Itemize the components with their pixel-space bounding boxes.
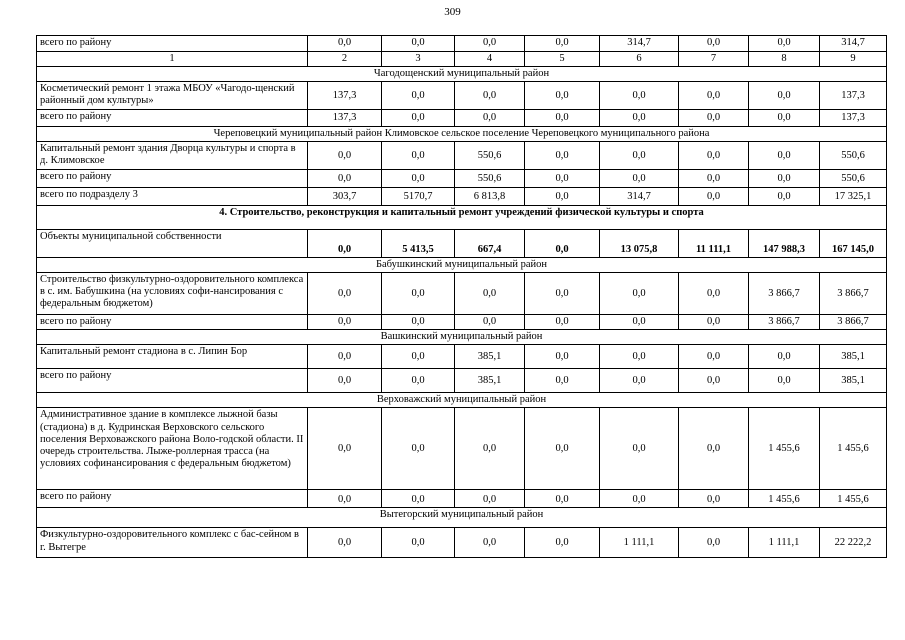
value-cell: 385,1 (455, 345, 525, 369)
value-cell: 137,3 (308, 82, 382, 110)
value-cell: 0,0 (600, 315, 679, 330)
table-row (37, 528, 887, 558)
section-title: Череповецкий муниципальный район Климовское сельское поселение Череповецкого муниципального района (37, 127, 887, 142)
value-cell: 17 325,1 (820, 188, 887, 206)
table-row (37, 170, 887, 188)
value-cell: 0,0 (455, 528, 525, 558)
row-label: 1 (37, 52, 308, 67)
value-cell: 550,6 (455, 142, 525, 170)
row-label: Капитальный ремонт стадиона в с. Липин Бор (37, 345, 308, 369)
value-cell: 0,0 (600, 273, 679, 315)
value-cell: 0,0 (455, 408, 525, 490)
value-cell: 0,0 (382, 528, 455, 558)
page-number: 309 (444, 6, 461, 18)
value-cell: 0,0 (679, 82, 749, 110)
value-cell: 3 866,7 (820, 315, 887, 330)
value-cell: 137,3 (820, 82, 887, 110)
value-cell: 0,0 (600, 369, 679, 393)
value-cell: 0,0 (749, 82, 820, 110)
value-cell: 0,0 (679, 490, 749, 508)
table-section-row (37, 258, 887, 273)
value-cell: 0,0 (679, 408, 749, 490)
value-cell: 0,0 (455, 490, 525, 508)
value-cell: 0,0 (382, 369, 455, 393)
value-cell: 0,0 (679, 528, 749, 558)
value-cell: 1 111,1 (749, 528, 820, 558)
value-cell: 0,0 (308, 528, 382, 558)
value-cell: 6 (600, 52, 679, 67)
row-label: всего по району (37, 315, 308, 330)
value-cell: 0,0 (679, 110, 749, 127)
value-cell: 0,0 (679, 36, 749, 52)
value-cell: 0,0 (308, 369, 382, 393)
table-section-row (37, 393, 887, 408)
value-cell: 0,0 (525, 230, 600, 258)
value-cell: 1 455,6 (820, 408, 887, 490)
value-cell: 0,0 (382, 142, 455, 170)
row-label: Административное здание в комплексе лыжной базы (стадиона) в д. Кудринская Верховского сельского поселения Верховажского района Воло-годской области. II очередь строительства. Лыже-роллерная трасса (на условиях софинансирования с федеральным бюджетом) (37, 408, 308, 490)
value-cell: 13 075,8 (600, 230, 679, 258)
value-cell: 314,7 (600, 188, 679, 206)
value-cell: 0,0 (525, 142, 600, 170)
value-cell: 0,0 (455, 315, 525, 330)
value-cell: 0,0 (679, 315, 749, 330)
value-cell: 22 222,2 (820, 528, 887, 558)
value-cell: 0,0 (308, 273, 382, 315)
value-cell: 314,7 (600, 36, 679, 52)
value-cell: 0,0 (308, 345, 382, 369)
value-cell: 0,0 (382, 345, 455, 369)
value-cell: 303,7 (308, 188, 382, 206)
value-cell: 385,1 (455, 369, 525, 393)
value-cell: 3 866,7 (820, 273, 887, 315)
value-cell: 0,0 (308, 36, 382, 52)
table-row (37, 142, 887, 170)
value-cell: 0,0 (525, 170, 600, 188)
table-row (37, 36, 887, 52)
table-row (37, 230, 887, 258)
table-section-row (37, 206, 887, 230)
value-cell: 1 455,6 (820, 490, 887, 508)
section-title: Чагодощенский муниципальный район (37, 67, 887, 82)
row-label: всего по району (37, 490, 308, 508)
section-title: Вытегорский муниципальный район (37, 508, 887, 528)
value-cell: 314,7 (820, 36, 887, 52)
row-label: всего по району (37, 36, 308, 52)
value-cell: 550,6 (455, 170, 525, 188)
value-cell: 0,0 (455, 273, 525, 315)
value-cell: 0,0 (525, 110, 600, 127)
value-cell: 0,0 (679, 369, 749, 393)
value-cell: 147 988,3 (749, 230, 820, 258)
value-cell: 1 455,6 (749, 408, 820, 490)
value-cell: 0,0 (679, 345, 749, 369)
value-cell: 0,0 (749, 36, 820, 52)
value-cell: 0,0 (679, 142, 749, 170)
value-cell: 0,0 (749, 188, 820, 206)
value-cell: 0,0 (749, 369, 820, 393)
section-title: Вашкинский муниципальный район (37, 330, 887, 345)
value-cell: 0,0 (382, 315, 455, 330)
value-cell: 167 145,0 (820, 230, 887, 258)
row-label: Косметический ремонт 1 этажа МБОУ «Чагодо-щенский районный дом культуры» (37, 82, 308, 110)
value-cell: 0,0 (600, 142, 679, 170)
value-cell: 0,0 (749, 142, 820, 170)
table-row (37, 490, 887, 508)
value-cell: 0,0 (382, 110, 455, 127)
value-cell: 3 866,7 (749, 273, 820, 315)
table-row (37, 345, 887, 369)
value-cell: 0,0 (525, 273, 600, 315)
value-cell: 0,0 (308, 490, 382, 508)
value-cell: 0,0 (382, 170, 455, 188)
value-cell: 0,0 (308, 315, 382, 330)
value-cell: 1 111,1 (600, 528, 679, 558)
table-row (37, 82, 887, 110)
value-cell: 0,0 (455, 82, 525, 110)
table-section-row (37, 330, 887, 345)
table-section-row (37, 508, 887, 528)
section-title: Верховажский муниципальный район (37, 393, 887, 408)
row-label: Объекты муниципальной собственности (37, 230, 308, 258)
value-cell: 0,0 (600, 345, 679, 369)
value-cell: 550,6 (820, 170, 887, 188)
value-cell: 7 (679, 52, 749, 67)
value-cell: 0,0 (600, 408, 679, 490)
value-cell: 0,0 (525, 315, 600, 330)
row-label: Физкультурно-оздоровительного комплекс с бас-сейном в г. Вытегре (37, 528, 308, 558)
value-cell: 6 813,8 (455, 188, 525, 206)
row-label: Капитальный ремонт здания Дворца культуры и спорта в д. Климовское (37, 142, 308, 170)
value-cell: 0,0 (308, 170, 382, 188)
value-cell: 3 866,7 (749, 315, 820, 330)
row-label: всего по району (37, 110, 308, 127)
value-cell: 0,0 (525, 188, 600, 206)
value-cell: 550,6 (820, 142, 887, 170)
value-cell: 0,0 (600, 490, 679, 508)
table-row (37, 369, 887, 393)
value-cell: 0,0 (455, 110, 525, 127)
value-cell: 0,0 (525, 408, 600, 490)
table-section-row (37, 67, 887, 82)
value-cell: 667,4 (455, 230, 525, 258)
value-cell: 0,0 (382, 273, 455, 315)
value-cell: 0,0 (308, 230, 382, 258)
value-cell: 0,0 (382, 408, 455, 490)
value-cell: 0,0 (308, 408, 382, 490)
value-cell: 0,0 (600, 110, 679, 127)
value-cell: 0,0 (525, 528, 600, 558)
row-label: Строительство физкультурно-оздоровительного комплекса в с. им. Бабушкина (на условиях софи-нансирования с федеральным бюджетом) (37, 273, 308, 315)
value-cell: 0,0 (525, 345, 600, 369)
section-title: 4. Строительство, реконструкция и капитальный ремонт учреждений физической культуры и спорта (37, 206, 887, 230)
table-row (37, 408, 887, 490)
budget-table (36, 35, 887, 558)
section-title: Бабушкинский муниципальный район (37, 258, 887, 273)
value-cell: 385,1 (820, 369, 887, 393)
value-cell: 0,0 (749, 345, 820, 369)
row-label: всего по району (37, 170, 308, 188)
value-cell: 0,0 (679, 188, 749, 206)
value-cell: 8 (749, 52, 820, 67)
value-cell: 0,0 (600, 170, 679, 188)
value-cell: 0,0 (382, 36, 455, 52)
value-cell: 0,0 (525, 36, 600, 52)
table-row (37, 110, 887, 127)
value-cell: 5 413,5 (382, 230, 455, 258)
value-cell: 0,0 (679, 170, 749, 188)
value-cell: 0,0 (600, 82, 679, 110)
value-cell: 385,1 (820, 345, 887, 369)
table-row (37, 188, 887, 206)
value-cell: 0,0 (525, 369, 600, 393)
value-cell: 0,0 (749, 110, 820, 127)
value-cell: 0,0 (382, 490, 455, 508)
value-cell: 5 (525, 52, 600, 67)
value-cell: 0,0 (382, 82, 455, 110)
value-cell: 0,0 (308, 142, 382, 170)
value-cell: 0,0 (679, 273, 749, 315)
value-cell: 2 (308, 52, 382, 67)
value-cell: 0,0 (749, 170, 820, 188)
value-cell: 137,3 (308, 110, 382, 127)
value-cell: 4 (455, 52, 525, 67)
value-cell: 0,0 (525, 490, 600, 508)
table-row (37, 315, 887, 330)
row-label: всего по району (37, 369, 308, 393)
value-cell: 137,3 (820, 110, 887, 127)
value-cell: 3 (382, 52, 455, 67)
value-cell: 5170,7 (382, 188, 455, 206)
row-label: всего по подразделу 3 (37, 188, 308, 206)
table-row (37, 273, 887, 315)
value-cell: 1 455,6 (749, 490, 820, 508)
table-row (37, 52, 887, 67)
value-cell: 0,0 (525, 82, 600, 110)
value-cell: 0,0 (455, 36, 525, 52)
value-cell: 11 111,1 (679, 230, 749, 258)
value-cell: 9 (820, 52, 887, 67)
table-section-row (37, 127, 887, 142)
